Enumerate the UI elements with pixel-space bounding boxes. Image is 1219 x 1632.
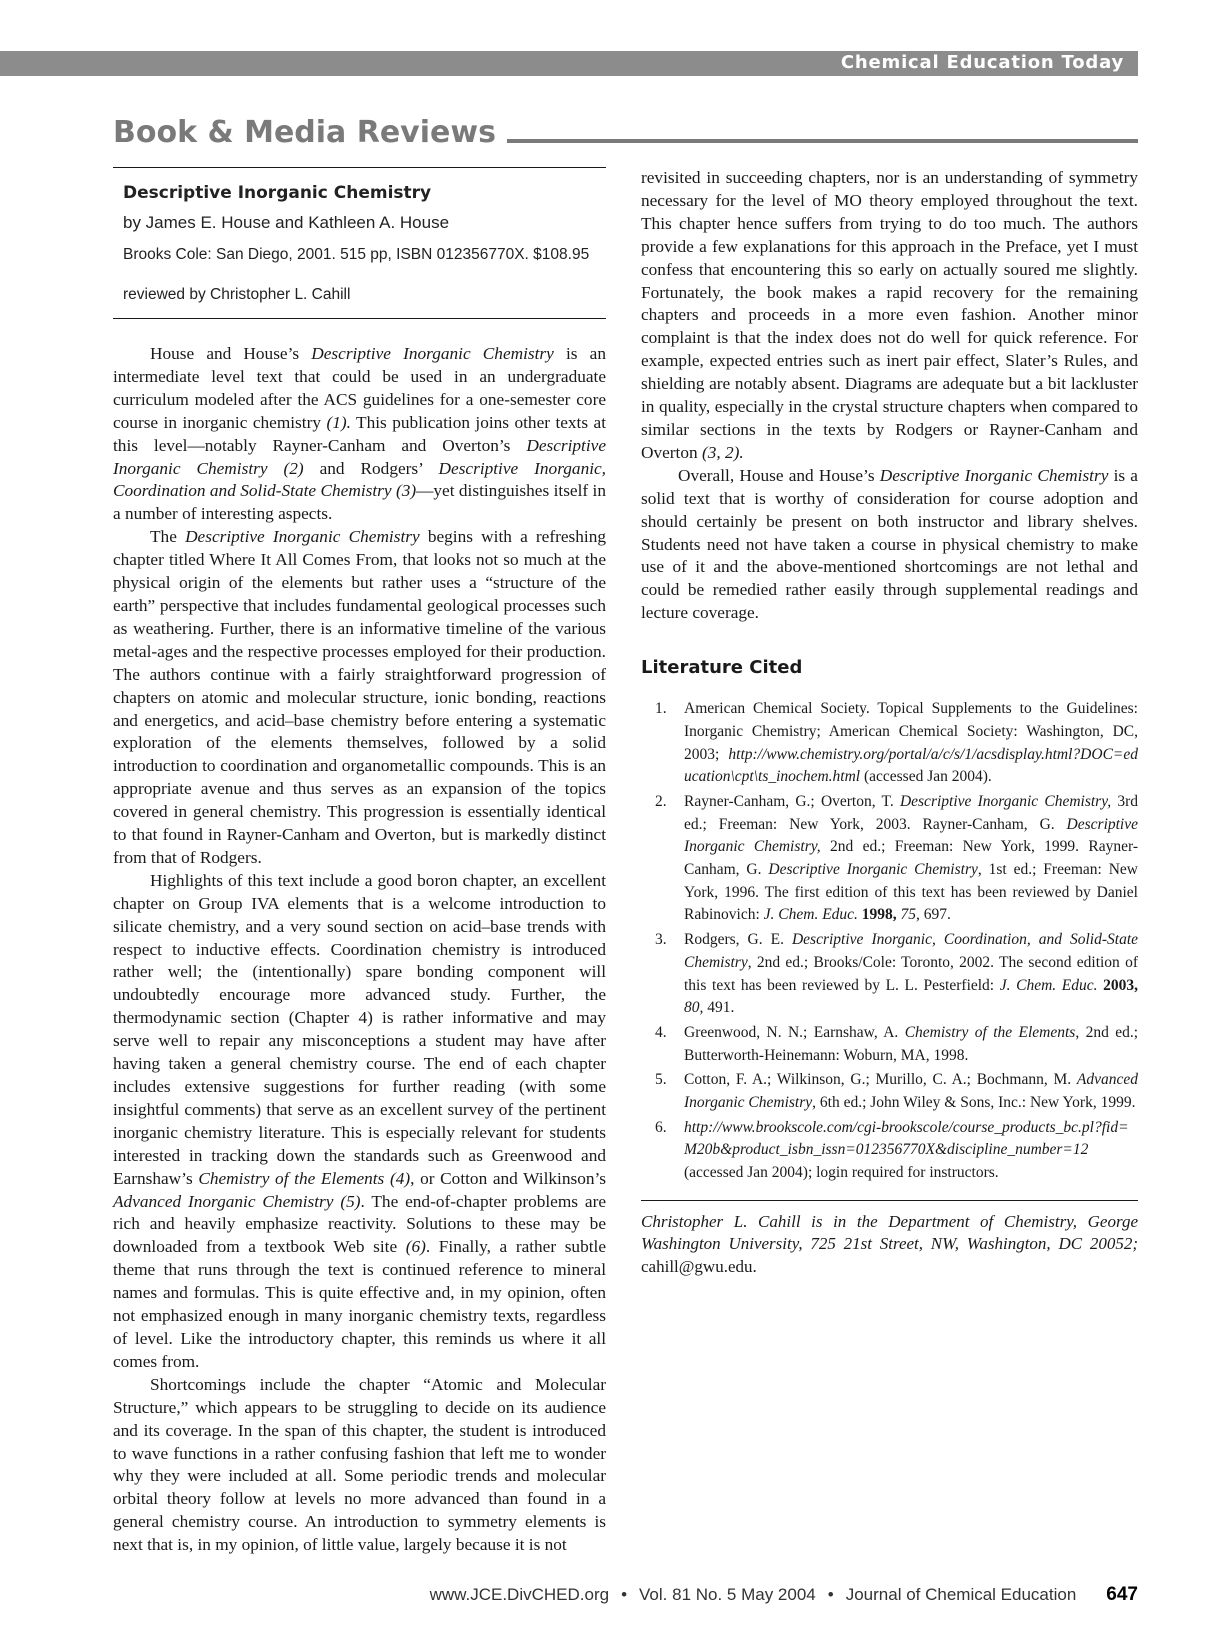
p1-text: House and House’s xyxy=(150,344,312,363)
ref2-text: Rayner-Canham, G.; Overton, T. xyxy=(684,792,900,810)
p1-text: and Rodgers’ xyxy=(303,458,439,478)
p3-text: Highlights of this text include a good boron chapter, an excellent chapter on Group IVA elements that is a welcome introduction to silicate chemistry, and a very sound section on acid–base trends with respect to inductive effects. Coordination chemistry is introduced rather well; the (intentionally) spare bonding component will undoubtedly encourage more advanced study. Further, the thermodynamic section (Chapter 4) is rather informative and may serve well to repair any misconceptions a student may have after having taken a general chemistry course. The end of each chapter includes extensive suggestions for further reading (with some insightful comments) that serve as an excellent survey of the pertinent inorganic chemistry literature. This is especially relevant for students interested in tracking down the standards such as Greenwood and Earnshaw’s xyxy=(113,870,606,1188)
ref4-title: Chemistry of the Elements xyxy=(904,1023,1076,1041)
ref2-journal: J. Chem. Educ. xyxy=(763,906,858,924)
ref2-volume: 75, xyxy=(896,906,920,924)
ref3-text: , 2nd ed.; Brooks/Cole: Toronto, 2002. The second edition of this text has been reviewed by L. L. Pesterfield: xyxy=(684,953,1138,994)
p3-text: . Finally, a rather subtle theme that runs through the text is continued reference to mineral names and formulas. This is quite effective and, in my opinion, often not emphasized enough in many inorganic chemistry texts, regardless of level. Like the introductory chapter, this reminds us where it all comes from. xyxy=(113,1237,606,1371)
ref3-title: Descriptive Inorganic, Coordination, and Solid-State Chemistry xyxy=(684,931,1139,971)
book-reviewer: reviewed by Christopher L. Cahill xyxy=(123,286,351,303)
section-title-rule xyxy=(507,139,1138,143)
ref2-title: Descriptive Inorganic Chemistry xyxy=(768,861,978,879)
footer-website[interactable]: www.JCE.DivCHED.org xyxy=(429,1585,610,1604)
references-list xyxy=(641,698,1138,1185)
p2-text: begins with a refreshing chapter titled Where It All Comes From, that looks not so much at the physical origin of the elements but rather uses a “structure of the earth” perspective that includes fundamental geological processes such as weathering. Further, there is an informative timeline of the various metal-ages and the respective processes employed for their production. The authors continue with a fairly straightforward progression of chapters on atomic and molecular structure, ionic bonding, reactions and energetics, and acid–base chemistry before entering a systematic exploration of the elements themselves, followed by a solid introduction to coordination and organometallic compounds. This is an appropriate avenue and thus serves as an expansion of the topics covered in general chemistry. This progression is essentially identical to that found in Rayner-Canham and Overton, but is markedly distinct from that of Rodgers. xyxy=(113,527,606,867)
author-note-rule xyxy=(641,1200,1138,1201)
ref1-text: (accessed Jan 2004). xyxy=(860,768,992,786)
p1-text: —yet distinguishes itself in a number of interesting aspects. xyxy=(113,481,606,524)
reference-1 xyxy=(641,698,1138,789)
reference-number: 2. xyxy=(655,792,667,810)
book-publication-info: Brooks Cole: San Diego, 2001. 515 pp, ISBN 012356770X. $108.95 xyxy=(123,246,590,263)
book-box-bottom-rule xyxy=(113,318,606,319)
literature-cited-heading: Literature Cited xyxy=(641,657,803,679)
ref6-text: (accessed Jan 2004); login required for instructors. xyxy=(684,1164,999,1182)
p3-text: , or Cotton and Wilkinson’s xyxy=(410,1168,607,1188)
ref2-text: 2nd ed.; Freeman: New York, 1999. Rayner-Canham, G. xyxy=(684,838,1138,879)
section-title: Book & Media Reviews xyxy=(113,115,496,150)
reference-number: 3. xyxy=(655,931,667,949)
p2-title-ref: Descriptive Inorganic Chemistry xyxy=(185,527,420,547)
p5-text: Overall, House and House’s xyxy=(678,465,880,485)
footer-bullet: • xyxy=(621,1585,628,1604)
review-body-left xyxy=(113,343,606,1557)
book-info-box xyxy=(113,168,606,318)
ref5-text: Cotton, F. A.; Wilkinson, G.; Murillo, C. A.; Bochmann, M. xyxy=(684,1071,1077,1089)
reference-3 xyxy=(641,929,1138,1020)
ref3-year: 2003, xyxy=(1097,976,1139,994)
p1-text: is an intermediate level text that could be used in an undergraduate curriculum modeled after the ACS guidelines for a one-semester core course in inorganic chemistry xyxy=(113,344,606,432)
footer-journal: Journal of Chemical Education xyxy=(845,1585,1077,1604)
reference-4 xyxy=(641,1022,1138,1067)
header-banner xyxy=(0,51,1138,76)
review-paragraph-2 xyxy=(113,526,606,870)
review-paragraph-4 xyxy=(641,167,1138,465)
ref2-title: Descriptive Inorganic Chemistry, xyxy=(899,792,1112,810)
p1-title-ref: Descriptive Inorganic Chemistry xyxy=(311,344,554,363)
reference-text xyxy=(684,1069,1138,1114)
p4-citation: (3, 2). xyxy=(701,442,744,462)
ref2-pages: 697. xyxy=(919,906,951,924)
reference-text xyxy=(684,1117,1138,1185)
p3-citation: (6) xyxy=(405,1237,426,1257)
reference-text xyxy=(684,698,1138,789)
ref3-volume: 80, xyxy=(684,999,704,1017)
p5-text: is a solid text that is worthy of consideration for course adoption and should certainly be present on both instructor and library shelves. Students need not have taken a course in physical chemistry to make use of it and the above-mentioned shortcomings are not lethal and could be remedied rather easily through supplemental readings and lecture coverage. xyxy=(641,465,1138,623)
p4-text: revisited in succeeding chapters, nor is an understanding of symmetry necessary for the level of MO theory employed throughout the text. This chapter hence suffers from trying to do too much. The authors provide a few explanations for this approach in the Preface, yet I must confess that encountering this so early on actually soured me slightly. Fortunately, the book makes a rapid recovery for the remaining chapters and proceeds in a more even fashion. Another minor complaint is that the index does not do well for quick reference. For example, expected entries such as inert pair effect, Slater’s Rules, and shielding are notably absent. Diagrams are adequate but a bit lackluster in quality, especially in the crystal structure chapters when compared to similar sections in the texts by Rodgers or Rayner-Canham and Overton xyxy=(641,168,1138,462)
left-column xyxy=(113,167,606,1557)
book-title: Descriptive Inorganic Chemistry xyxy=(123,183,432,203)
page-footer xyxy=(290,1584,1138,1606)
ref3-text: Rodgers, G. E. xyxy=(684,931,792,949)
ref3-pages: 491. xyxy=(703,999,735,1017)
p3-text: . The end-of-chapter problems are rich and heavily emphasize reactivity. Solutions to these may be downloaded from a textbook Web site xyxy=(113,1191,606,1257)
reference-text xyxy=(684,791,1138,927)
p1-citation: (1). xyxy=(326,412,351,432)
ref5-title: Advanced Inorganic Chemistry xyxy=(684,1071,1138,1112)
reference-5 xyxy=(641,1069,1138,1114)
right-column xyxy=(641,167,1138,1278)
reference-2 xyxy=(641,791,1138,927)
author-email[interactable]: cahill@gwu.edu. xyxy=(641,1256,757,1276)
ref5-text: , 6th ed.; John Wiley & Sons, Inc.: New York, 1999. xyxy=(812,1094,1136,1112)
review-paragraph-4 xyxy=(113,1374,606,1557)
review-paragraph-1 xyxy=(113,343,606,526)
ref2-year: 1998, xyxy=(861,906,897,924)
banner-title: Chemical Education Today xyxy=(840,52,1124,73)
reference-number: 4. xyxy=(655,1023,667,1041)
reference-number: 6. xyxy=(655,1118,667,1136)
p5-title-ref: Descriptive Inorganic Chemistry xyxy=(879,465,1109,485)
ref6-url-link[interactable]: http://www.brookscole.com/cgi-brookscole/course_products_bc.pl?fid=M20b&product_isbn_issn=012356770X&discipline_number=12 xyxy=(684,1118,1129,1159)
reference-number: 1. xyxy=(655,700,667,718)
review-paragraph-3 xyxy=(113,870,606,1374)
book-authors: by James E. House and Kathleen A. House xyxy=(123,213,450,232)
ref2-title: Descriptive Inorganic Chemistry, xyxy=(684,815,1138,856)
p1-text: This publication joins other texts at this level—notably Rayner-Canham and Overton’s xyxy=(113,412,606,455)
reference-6 xyxy=(641,1117,1138,1185)
reference-text xyxy=(684,929,1138,1020)
page-number: 647 xyxy=(1106,1584,1138,1605)
p4-text: Shortcomings include the chapter “Atomic and Molecular Structure,” which appears to be struggling to decide on its audience and its coverage. In the span of this chapter, the student is introduced to wave functions in a rather confusing fashion that left me to wonder why they were included at all. Some periodic trends and molecular orbital theory follow at levels no more advanced than found in a general chemistry course. An introduction to symmetry elements is next that is, in my opinion, of little value, largely because it is not xyxy=(113,1374,606,1555)
ref2-text: 3rd ed.; Freeman: New York, 2003. Rayner-Canham, G. xyxy=(684,792,1138,833)
review-paragraph-5 xyxy=(641,465,1138,625)
reference-number: 5. xyxy=(655,1071,667,1089)
ref1-text: American Chemical Society. Topical Supplements to the Guidelines: Inorganic Chemistry; American Chemical Society: Washington, DC, 2003; xyxy=(684,700,1138,763)
ref4-text: , 2nd ed.; Butterworth-Heinemann: Woburn, MA, 1998. xyxy=(684,1023,1139,1064)
p3-title-ref: Advanced Inorganic Chemistry (5) xyxy=(113,1191,361,1211)
footer-issue: Vol. 81 No. 5 May 2004 xyxy=(639,1585,816,1604)
ref2-text: , 1st ed.; Freeman: New York, 1996. The first edition of this text has been reviewed by Daniel Rabinovich: xyxy=(684,861,1138,924)
p2-text: The xyxy=(150,527,186,547)
p1-title-ref: Descriptive Inorganic, Coordination and Solid-State Chemistry (3) xyxy=(113,458,606,501)
p3-title-ref: Chemistry of the Elements (4) xyxy=(198,1168,411,1188)
author-affiliation-text: Christopher L. Cahill is in the Department of Chemistry, George Washington University, 725 21st Street, NW, Washington, DC 20052; xyxy=(641,1211,1138,1254)
ref4-text: Greenwood, N. N.; Earnshaw, A. xyxy=(684,1023,905,1041)
p1-title-ref: Descriptive Inorganic Chemistry (2) xyxy=(113,435,606,478)
reference-text xyxy=(684,1022,1138,1067)
ref1-url-link[interactable]: http://www.chemistry.org/portal/a/c/s/1/acsdisplay.html?DOC=education\cpt\ts_inochem.html xyxy=(684,745,1138,786)
author-affiliation xyxy=(641,1211,1138,1279)
review-body-right xyxy=(641,167,1138,625)
ref3-journal: J. Chem. Educ. xyxy=(999,976,1098,994)
footer-bullet: • xyxy=(827,1585,834,1604)
